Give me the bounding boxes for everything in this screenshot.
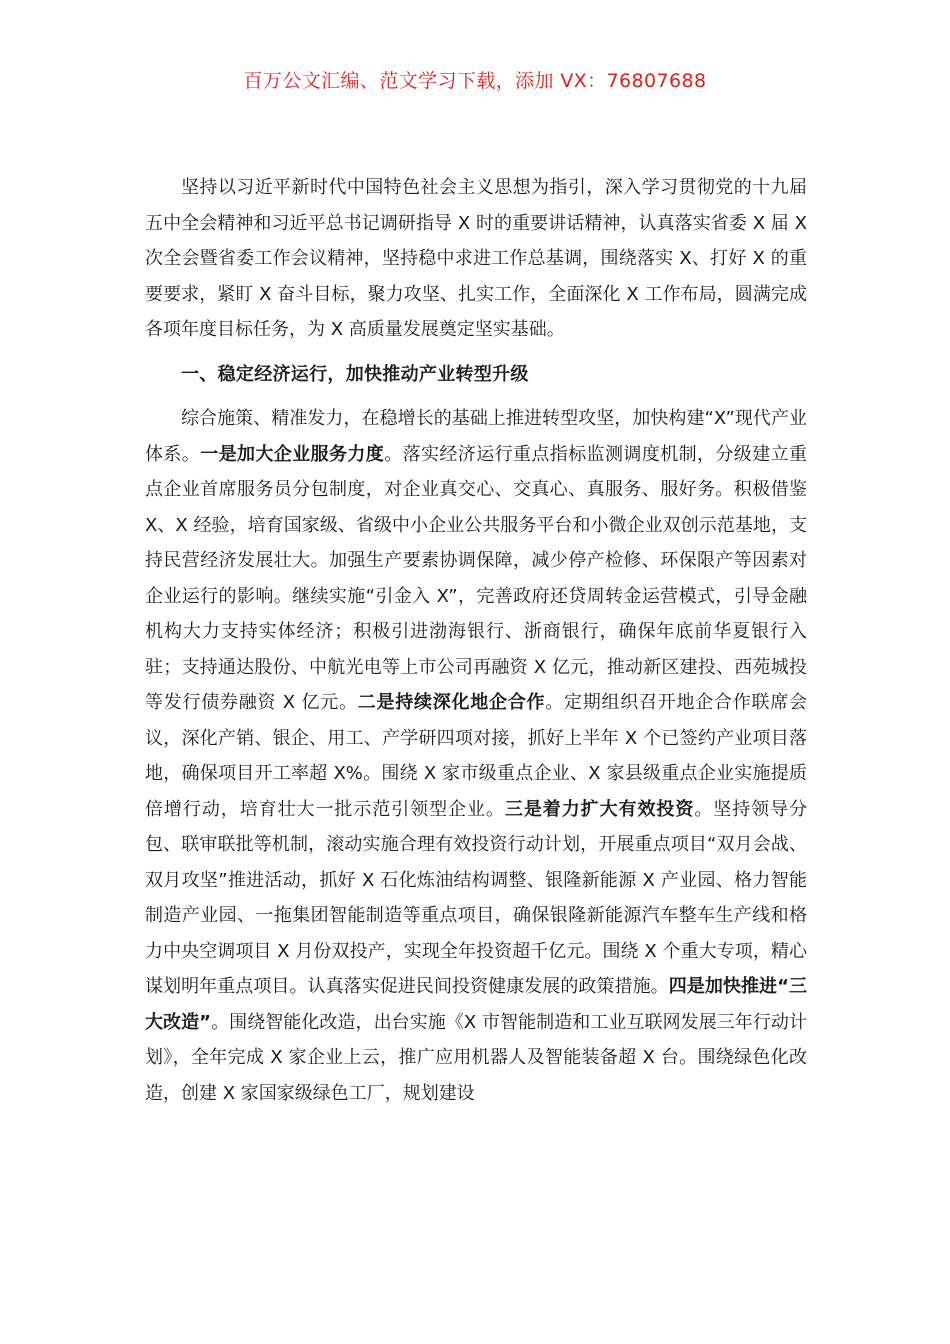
section-heading: 一、稳定经济运行，加快推动产业转型升级 — [181, 363, 529, 385]
document-body — [145, 170, 807, 1111]
bold-point-1: 一是加大企业服务力度 — [200, 443, 385, 465]
intro-paragraph: 坚持以习近平新时代中国特色社会主义思想为指引，深入学习贯彻党的十九届五中全会精神和习近平总书记调研指导 X 时的重要讲话精神，认真落实省委 X 届 X 次全会暨省委工作会议精神，坚持稳中求进工作总基调，围绕落实 X、打好 X 的重要要求，紧盯 X 奋斗目标，聚力攻坚、扎实工作，全面深化 X 工作布局，圆满完成各项年度目标任务，为 X 高质量发展奠定坚实基础。 — [145, 177, 807, 340]
text-run: 。落实经济运行重点指标监测调度机制，分级建立重点企业首席服务员分包制度，对企业真交心、交真心、真服务、服好务。积极借鉴 X、X 经验，培育国家级、省级中小企业公共服务平台和小微企业双创示范基地，支持民营经济发展壮大。加强生产要素协调保障，减少停产检修、环保限产等因素对企业运行的影响。继续实施“引金入 X”，完善政府还贷周转金运营模式，引导金融机构大力支持实体经济；积极引进渤海银行、浙商银行，确保年底前华夏银行入驻；支持通达股份、中航光电等上市公司再融资 X 亿元，推动新区建投、西苑城投等发行债券融资 X 亿元。 — [145, 443, 808, 713]
bold-point-4: 四是加快推进“三大改造” — [145, 976, 807, 1033]
text-run: 。定期组织召开地企合作联席会议，深化产销、银企、用工、产学研四项对接，抓好上半年 X 个已签约产业项目落地，确保项目开工率超 X%。围绕 X 家市级重点企业、X 家县级重点企业实施提质倍增行动，培育壮大一批示范引领型企业。 — [145, 692, 808, 820]
section-paragraph — [145, 401, 807, 1111]
bold-point-3: 三是着力扩大有效投资 — [504, 798, 695, 820]
text-run: 。坚持领导分包、联审联批等机制，滚动实施合理有效投资行动计划，开展重点项目“双月会战、双月攻坚”推进活动，抓好 X 石化炼油结构调整、银隆新能源 X 产业园、格力智能制造产业园、一拖集团智能制造等重点项目，确保银隆新能源汽车整车生产线和格力中央空调项目 X 月份双投产，实现全年投资超千亿元。围绕 X 个重大专项，精心谋划明年重点项目。认真落实促进民间投资健康发展的政策措施。 — [145, 798, 808, 997]
text-run: 综合施策、精准发力，在稳增长的基础上推进转型攻坚，加快构建“X”现代产业体系。 — [145, 408, 807, 465]
text-run: 。围绕智能化改造，出台实施《X 市智能制造和工业互联网发展三年行动计划》，全年完成 X 家企业上云，推广应用机器人及智能装备超 X 台。围绕绿色化改造，创建 X 家国家级绿色工厂，规划建设 — [145, 1011, 807, 1104]
bold-point-2: 二是持续深化地企合作 — [357, 692, 546, 713]
watermark-header: 百万公文汇编、范文学习下载，添加 VX：76807688 — [243, 70, 707, 92]
